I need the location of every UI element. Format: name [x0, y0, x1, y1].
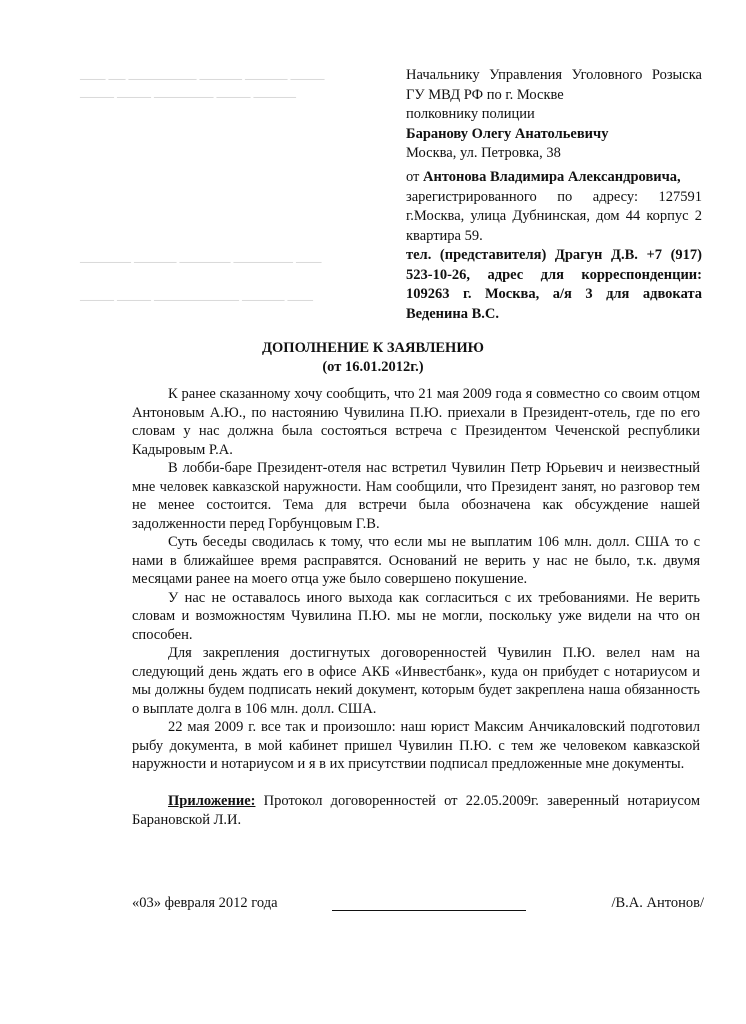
signature-footer [132, 895, 704, 917]
sender-block [406, 168, 702, 324]
sender-name-line [406, 168, 702, 188]
appendix [132, 792, 700, 829]
appendix-label: Приложение: [168, 793, 256, 809]
bleedthrough-text: ─── ── ──────── ───── ───── ──── [80, 72, 325, 86]
addressee-position: Начальнику Управления Уголовного Розыска [406, 67, 702, 83]
signature-line [332, 910, 526, 911]
bleedthrough-text: ──── ──── ─────── ──── ───── [80, 90, 297, 104]
addressee-address: Москва, ул. Петровка, 38 [406, 145, 561, 161]
sender-contacts: тел. (представителя) Драгун Д.В. +7 (917) 523-10-26, адрес для корреспонденции: 109263 г. Москва, а/я 3 для адвоката Веденина В.С. [406, 247, 702, 322]
sender-address: г.Москва, улица Дубнинская, дом 44 корпус 2 [406, 208, 702, 224]
addressee-block [406, 66, 702, 164]
document-title: ДОПОЛНЕНИЕ К ЗАЯВЛЕНИЮ [262, 340, 484, 356]
bleedthrough-text: ──── ──── ────────── ───── ─── [80, 293, 314, 307]
appendix-text: Протокол договоренностей от 22.05.2009г. заверенный нотариусом Барановской Л.И. [132, 793, 701, 828]
sender-name: Антонова Владимира Александровича, [423, 169, 681, 185]
body-paragraph: К ранее сказанному хочу сообщить, что 21 мая 2009 года я совместно со своим отцом Антоновым А.Ю., по настоянию Чувилина П.Ю. приехали в Президент-отель, где по его словам у нас должна была состояться встреча с Президентом Чеченской республики Кадыровым Р.А. [132, 386, 700, 458]
sender-apartment: квартира 59. [406, 227, 483, 244]
sender-registration: зарегистрированного по адресу: 127591 [406, 188, 702, 205]
body-paragraph: 22 мая 2009 г. все так и произошло: наш юрист Максим Анчикаловский подготовил рыбу документа, в мой кабинет пришел Чувилин П.Ю. с тем же человеком кавказской наружности и нотариусом и я в их присутствии подписал предложенные мне документы. [132, 719, 700, 772]
sender-from-prefix: от [406, 169, 420, 185]
document-subtitle: (от 16.01.2012г.) [322, 359, 424, 375]
bleedthrough-text: ────── ───── ────── ─────── ─── [80, 255, 322, 269]
addressee-department: ГУ МВД РФ по г. Москве [406, 86, 564, 103]
body-paragraph: Суть беседы сводилась к тому, что если мы не выплатим 106 млн. долл. США то с нами в ближайшее время расправятся. Оснований не верить у нас не было, т.к. двумя месяцами ранее на моего отца уже было совершено покушение. [132, 534, 700, 587]
document-body [132, 385, 700, 774]
body-paragraph: Для закрепления достигнутых договоренностей Чувилин П.Ю. велел нам на следующий день ждать его в офисе АКБ «Инвестбанк», куда он прибудет с нотариусом и мы должны будем подписать некий документ, которым будет закреплена наша обязанность о выплате долга в 106 млн. долл. США. [132, 645, 700, 717]
addressee-rank: полковнику полиции [406, 106, 535, 122]
addressee-name: Баранову Олегу Анатольевичу [406, 125, 609, 142]
document-date: «03» февраля 2012 года [132, 895, 278, 911]
signature-name: /В.А. Антонов/ [611, 895, 704, 911]
body-paragraph: В лобби-баре Президент-отеля нас встретил Чувилин Петр Юрьевич и неизвестный мне человек кавказской наружности. Нам сообщили, что Президент занят, но разговор тем не менее состоится. Тема для встречи была обозначена как обсуждение нашей задолженности перед Горбунцовым Г.В. [132, 460, 700, 532]
body-paragraph: У нас не оставалось иного выхода как согласиться с их требованиями. Не верить словам и возможностям Чувилина П.Ю. мы не могли, поскольку уже видели на что он способен. [132, 589, 700, 643]
